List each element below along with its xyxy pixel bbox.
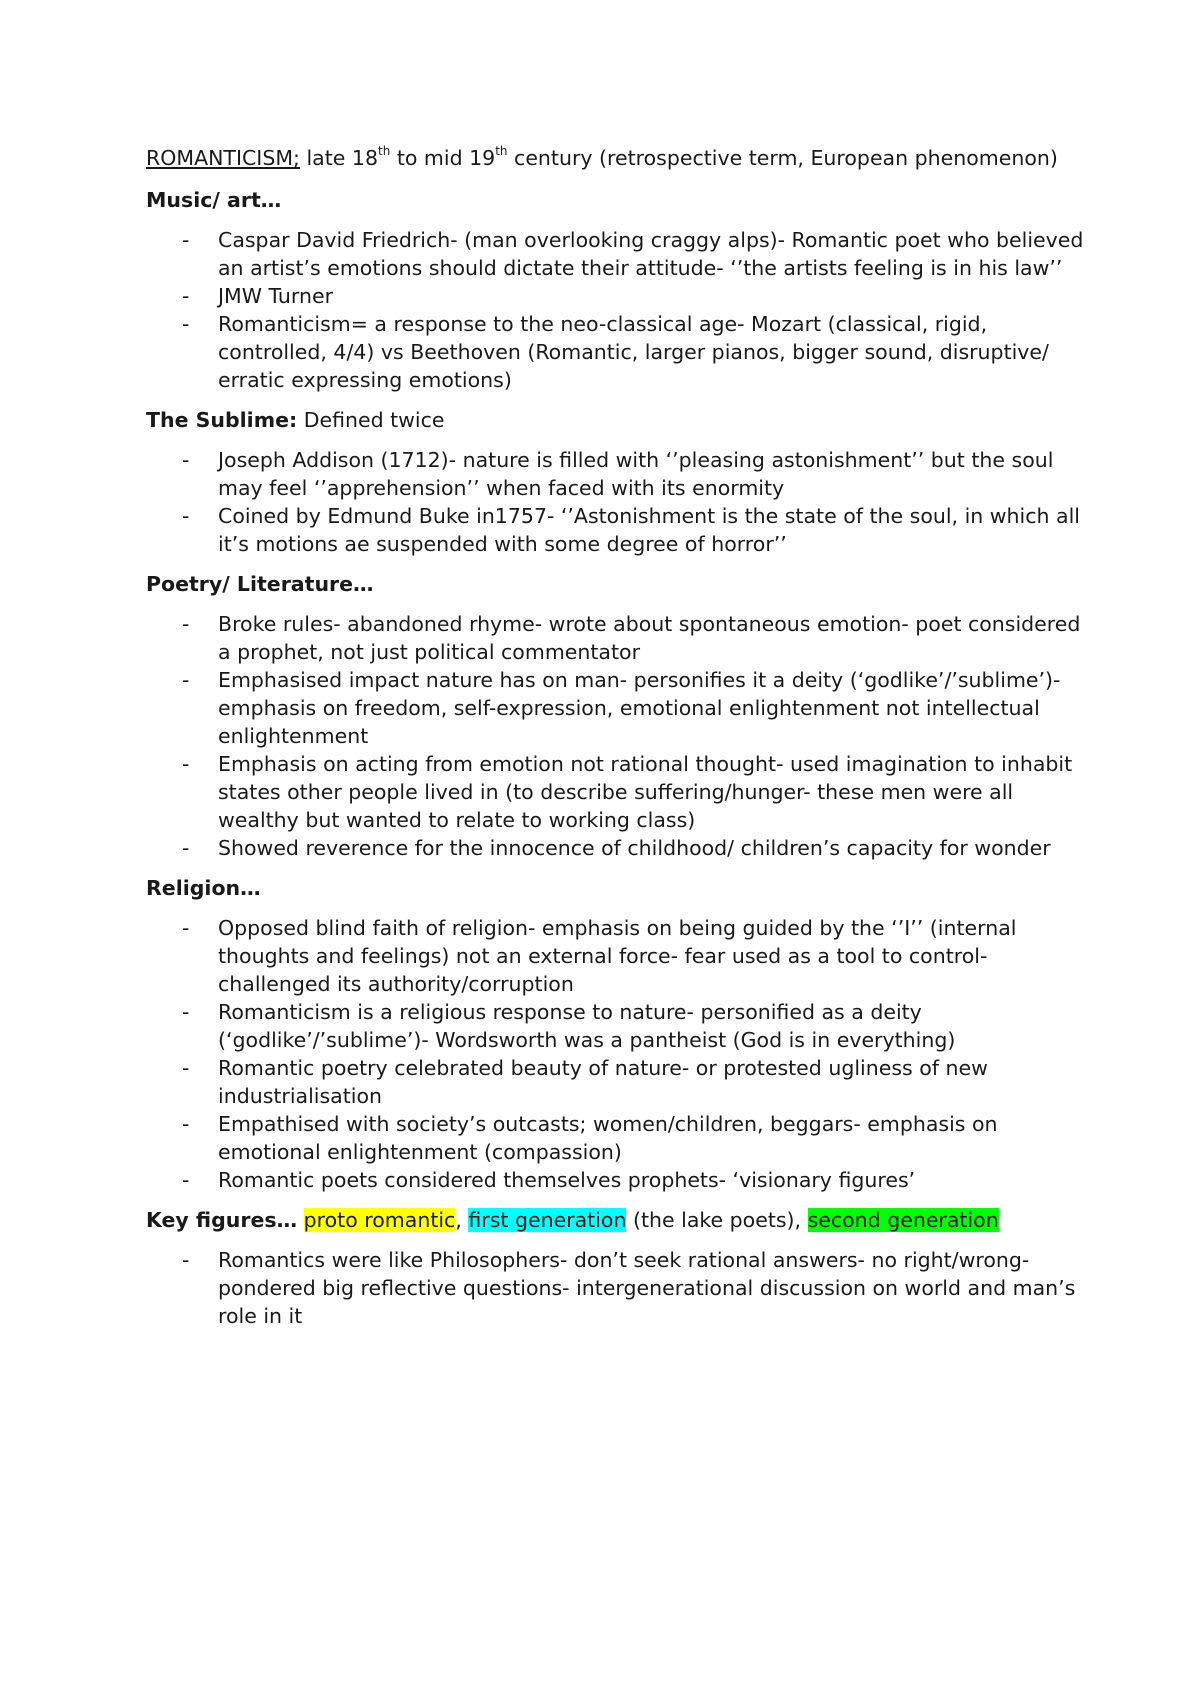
list-item: - Empathised with society’s outcasts; women/children, beggars- emphasis on emotional enlightenment (compassion): [182, 1112, 998, 1164]
title-text-b: to mid 19: [390, 146, 496, 170]
highlight-proto-romantic: proto romantic: [303, 1208, 456, 1232]
list-item: - Opposed blind faith of religion- emphasis on being guided by the ‘’I’’ (internal thoughts and feelings) not an external force- fear used as a tool to control- challenged its authority/corruption: [182, 916, 1017, 996]
list-item: - Romantics were like Philosophers- don’t seek rational answers- no right/wrong- pondered big reflective questions- intergenerational discussion on world and man’s role in it: [182, 1248, 1076, 1328]
highlight-second-generation: second generation: [807, 1208, 999, 1232]
key-figures-list: [146, 1246, 1086, 1330]
poetry-list: [146, 610, 1086, 862]
list-item: - Romantic poets considered themselves prophets- ‘visionary figures’: [182, 1168, 916, 1192]
list-item: - JMW Turner: [182, 284, 334, 308]
dash-marker: -: [182, 284, 190, 308]
list-item: - Romanticism= a response to the neo-classical age- Mozart (classical, rigid, controlled, 4/4) vs Beethoven (Romantic, larger pianos, bigger sound, disruptive/ erratic expressing emotions): [182, 312, 1049, 392]
list-item: - Broke rules- abandoned rhyme- wrote about spontaneous emotion- poet considered a prophet, not just political commentator: [182, 612, 1081, 664]
section-heading-religion: Religion…: [146, 876, 261, 900]
dash-marker: -: [182, 1056, 190, 1080]
list-item: - Romantic poetry celebrated beauty of nature- or protested ugliness of new industrialisation: [182, 1056, 988, 1108]
document-title: [146, 144, 1086, 172]
section-heading-key-figures: Key figures… proto romantic, first generation (the lake poets), second generation: [146, 1208, 999, 1232]
list-item: - Joseph Addison (1712)- nature is filled with ‘’pleasing astonishment’’ but the soul may feel ‘’apprehension’’ when faced with its enormity: [182, 448, 1054, 500]
list-item: - Coined by Edmund Buke in1757- ‘’Astonishment is the state of the soul, in which all it’s motions ae suspended with some degree of horror’’: [182, 504, 1080, 556]
dash-marker: -: [182, 228, 190, 252]
dash-marker: -: [182, 836, 190, 860]
dash-marker: -: [182, 504, 190, 528]
dash-marker: -: [182, 752, 190, 776]
music-list: [146, 226, 1086, 394]
dash-marker: -: [182, 448, 190, 472]
list-item: - Romanticism is a religious response to nature- personified as a deity (‘godlike’/’sublime’)- Wordsworth was a pantheist (God is in everything): [182, 1000, 956, 1052]
title-sup-b: th: [495, 144, 508, 159]
highlight-first-generation: first generation: [468, 1208, 627, 1232]
dash-marker: -: [182, 312, 190, 336]
sublime-list: [146, 446, 1086, 558]
dash-marker: -: [182, 1000, 190, 1024]
section-heading-music: Music/ art…: [146, 188, 282, 212]
title-label: ROMANTICISM;: [146, 146, 300, 170]
dash-marker: -: [182, 668, 190, 692]
title-text-c: century (retrospective term, European phenomenon): [507, 146, 1058, 170]
list-item: - Caspar David Friedrich- (man overlooking craggy alps)- Romantic poet who believed an artist’s emotions should dictate their attitude- ‘’the artists feeling is in his law’’: [182, 228, 1084, 280]
document-page: [146, 144, 1086, 1342]
dash-marker: -: [182, 1248, 190, 1272]
list-item: - Showed reverence for the innocence of childhood/ children’s capacity for wonder: [182, 836, 1051, 860]
title-text-a: late 18: [299, 146, 378, 170]
religion-list: [146, 914, 1086, 1194]
dash-marker: -: [182, 612, 190, 636]
dash-marker: -: [182, 916, 190, 940]
title-sup-a: th: [378, 144, 391, 159]
dash-marker: -: [182, 1168, 190, 1192]
section-heading-sublime: The Sublime: Defined twice: [146, 408, 445, 432]
section-heading-poetry: Poetry/ Literature…: [146, 572, 374, 596]
list-item: - Emphasised impact nature has on man- personifies it a deity (‘godlike’/’sublime’)- emphasis on freedom, self-expression, emotional enlightenment not intellectual enlightenment: [182, 668, 1061, 748]
list-item: - Emphasis on acting from emotion not rational thought- used imagination to inhabit states other people lived in (to describe suffering/hunger- these men were all wealthy but wanted to relate to working class): [182, 752, 1073, 832]
dash-marker: -: [182, 1112, 190, 1136]
